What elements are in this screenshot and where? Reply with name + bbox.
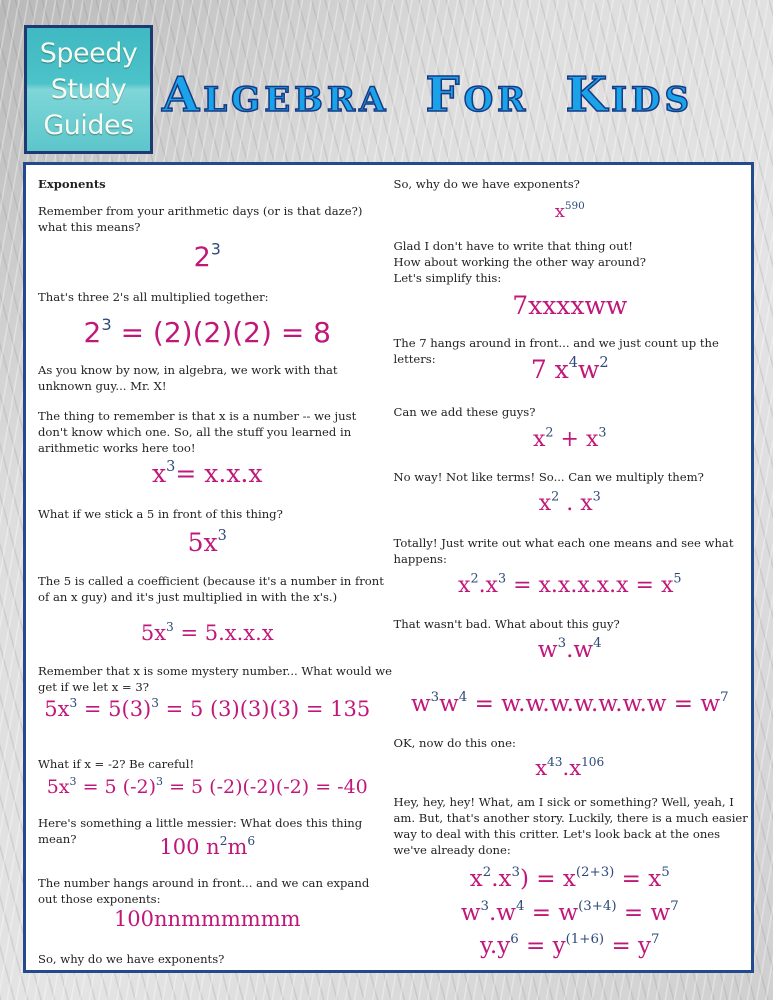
math-expression: $w^3.w^4$ xyxy=(537,636,602,663)
page-title xyxy=(162,60,694,123)
math-expression: $x^{590}$ xyxy=(554,200,585,222)
paragraph: Totally! Just write out what each one means and see what happens: xyxy=(393,536,734,566)
content-frame xyxy=(23,162,754,973)
paragraph: Remember from your arithmetic days (or is that daze?) what this means? xyxy=(38,204,363,234)
math-expression: $x^2 + x^3$ xyxy=(533,425,607,452)
left-column xyxy=(26,165,392,970)
paragraph: So, why do we have exponents? xyxy=(393,177,580,191)
exponent-rule: $w^3.w^4 = w^{(3+4)} = w^7$ xyxy=(460,899,679,926)
math-expression: $x^3= x.x.x$ xyxy=(152,459,263,488)
speedy-study-guides-logo xyxy=(24,25,153,154)
paragraph: The thing to remember is that x is a number -- we just don't know which one. So, all the stuff you learned in arithmetic works here too! xyxy=(38,409,357,455)
paragraph: No way! Not like terms! So... Can we multiply them? xyxy=(393,470,704,484)
paragraph: As you know by now, in algebra, we work with that unknown guy... Mr. X! xyxy=(38,363,338,393)
math-expression: $x^2$ . $x^3$ xyxy=(538,489,601,516)
paragraph: OK, now do this one: xyxy=(393,736,516,750)
paragraph: The 5 is called a coefficient (because it's a number in front of an x guy) and it's just multiplied in with the x's.) xyxy=(38,574,384,604)
math-expression: $2^3$ xyxy=(193,239,221,273)
math-expression: $5x^3 = 5$ $(-2)^3 = 5$ (-2)(-2)(-2) = -40 xyxy=(46,774,368,798)
math-expression: 7 $x^4w^2$ xyxy=(530,355,609,384)
math-expression: 7xxxxww xyxy=(512,291,628,320)
title-word-algebra: ALGEBRA xyxy=(162,67,390,123)
logo-line-3: Guides xyxy=(43,109,134,141)
math-expression: 100nnmmmmmm xyxy=(113,907,301,931)
title-word-for: FOR xyxy=(425,67,530,123)
paragraph: How about working the other way around? xyxy=(393,255,647,269)
paragraph: That wasn't bad. What about this guy? xyxy=(393,617,620,631)
right-column xyxy=(389,165,752,970)
math-expression: $5x^3 = 5(3)^3 = 5$ (3)(3)(3) = 135 xyxy=(44,695,371,721)
logo-line-1: Speedy xyxy=(39,37,138,69)
paragraph: So, why do we have exponents? xyxy=(38,952,225,966)
section-heading: Exponents xyxy=(38,177,106,191)
paragraph: Let's simplify this: xyxy=(393,271,502,285)
math-expression: $x^2.x^3 = x.x.x.x.x = x^5$ xyxy=(458,571,682,598)
exponent-rule: $y.y^6 = y^{(1+6)} = y^7$ xyxy=(479,932,660,959)
math-expression: 100 $n^2m^6$ xyxy=(159,833,256,859)
math-expression: $2^3 = (2)(2)(2) = 8$ xyxy=(83,314,331,349)
logo-line-2: Study xyxy=(50,73,127,105)
paragraph: Hey, hey, hey! What, am I sick or something? Well, yeah, I am. But, that's another story. Luckily, there is a much easier way to deal with this critter. Let's look back at the ones we've already done: xyxy=(393,795,748,857)
paragraph: What if we stick a 5 in front of this thing? xyxy=(38,507,283,521)
paragraph: Remember that x is some mystery number... What would we get if we let x = 3? xyxy=(38,664,392,694)
exponent-rule: $x^2.x^3) = x^{(2+3)} = x^5$ xyxy=(469,865,670,892)
math-expression: $w^3w^4 = w.w.w.w.w.w.w = w^7$ xyxy=(410,690,729,717)
paragraph: Glad I don't have to write that thing out! xyxy=(393,239,633,253)
title-word-kids: KIDS xyxy=(565,67,694,123)
paragraph: That's three 2's all multiplied together: xyxy=(38,290,269,304)
paragraph: What if x = -2? Be careful! xyxy=(38,757,195,771)
paragraph: The 7 hangs around in front... and we just count up the letters: xyxy=(393,336,719,366)
paragraph: The number hangs around in front... and we can expand out those exponents: xyxy=(38,876,370,906)
math-expression: $5x^3 = 5.x.x.x$ xyxy=(140,619,274,645)
paragraph: Can we add these guys? xyxy=(393,405,536,419)
math-expression: $x^{43}.x^{106}$ xyxy=(535,754,605,780)
paragraph: Here's something a little messier: What does this thing mean? xyxy=(38,816,363,846)
math-expression: $5x^3$ xyxy=(187,528,227,557)
